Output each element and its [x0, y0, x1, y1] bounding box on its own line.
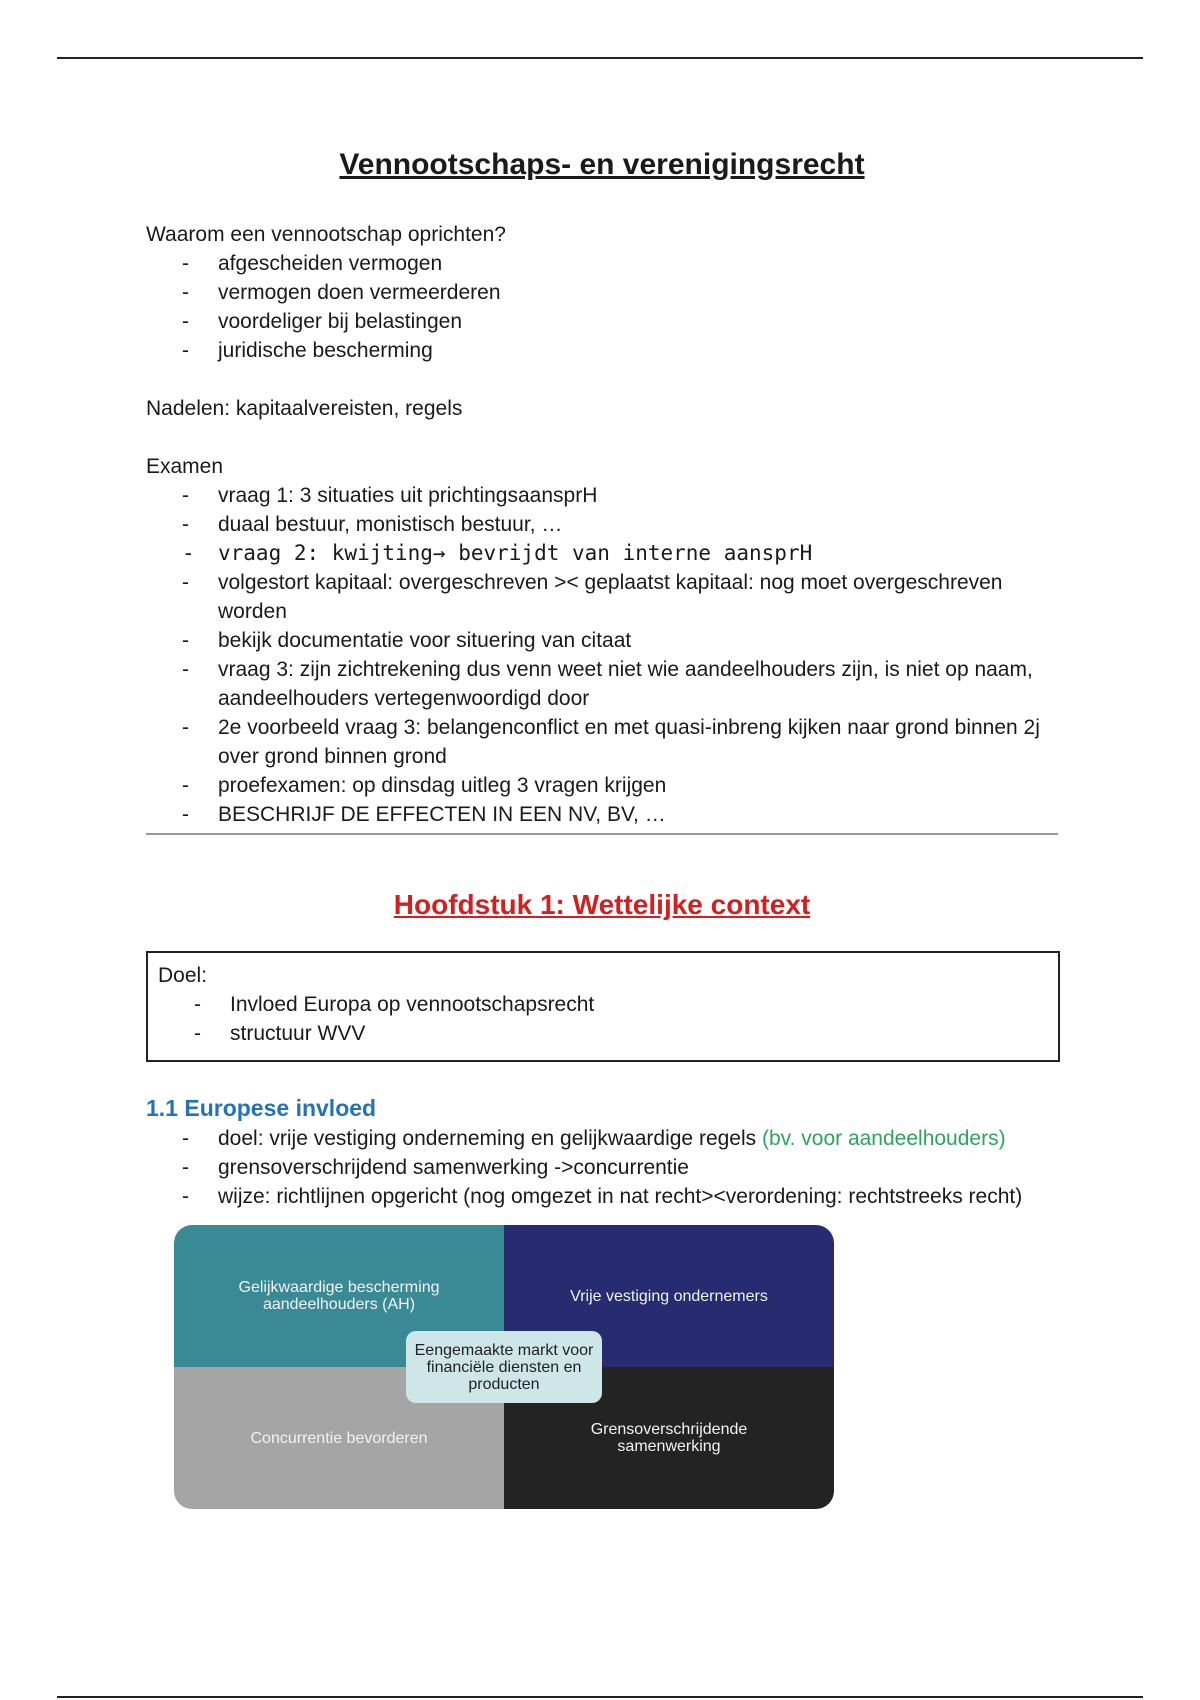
eu-influence-diagram [174, 1225, 834, 1509]
document-title: Vennootschaps- en verenigingsrecht [339, 148, 865, 181]
list-item: - BESCHRIJF DE EFFECTEN IN EEN NV, BV, … [218, 800, 1058, 829]
list-item: - juridische bescherming [218, 336, 1058, 365]
list-item: - wijze: richtlijnen opgericht (nog omgezet in nat recht><verordening: rechtstreeks recht) [218, 1182, 1058, 1211]
list-item: - Invloed Europa op vennootschapsrecht [230, 990, 1048, 1019]
quadrant-label: Grensoverschrijdende samenwerking [590, 1421, 748, 1455]
drawbacks-line: Nadelen: kapitaalvereisten, regels [146, 397, 463, 420]
list-item: - volgestort kapitaal: overgeschreven >< geplaatst kapitaal: nog moet overgeschreven worden [218, 568, 1058, 626]
section-divider [146, 833, 1058, 835]
list-item: - duaal bestuur, monistisch bestuur, … [218, 510, 1058, 539]
quadrant-label: Concurrentie bevorderen [250, 1429, 428, 1447]
document-body [146, 140, 1058, 1509]
list-item: - structuur WVV [230, 1019, 1048, 1048]
list-item: - grensoverschrijdend samenwerking ->concurrentie [218, 1153, 1058, 1182]
list-item: - voordeliger bij belastingen [218, 307, 1058, 336]
exam-heading: Examen [146, 455, 224, 478]
footer-rule [57, 1696, 1143, 1698]
header-rule [57, 57, 1143, 59]
section-heading: 1.1 Europese invloed [146, 1095, 377, 1121]
list-item: - vraag 3: zijn zichtrekening dus venn weet niet wie aandeelhouders zijn, is niet op naam, aandeelhouders vertegenwoordigd door [218, 655, 1058, 713]
list-item: - vraag 2: kwijting→ bevrijdt van interne aansprH [218, 539, 1058, 568]
why-list [146, 249, 1058, 365]
item-text: doel: vrije vestiging onderneming en gelijkwaardige regels [218, 1127, 762, 1150]
goal-list [158, 990, 1048, 1048]
list-item: - afgescheiden vermogen [218, 249, 1058, 278]
quadrant-label: Vrije vestiging ondernemers [570, 1287, 768, 1305]
chapter-title: Hoofdstuk 1: Wettelijke context [393, 889, 811, 920]
item-note: (bv. voor aandeelhouders) [761, 1127, 1006, 1150]
list-item: - vermogen doen vermeerderen [218, 278, 1058, 307]
diagram-center-label: Eengemaakte markt voor financiële diensten en producten [406, 1331, 602, 1403]
list-item: - 2e voorbeeld vraag 3: belangenconflict en met quasi-inbreng kijken naar grond binnen 2j over grond binnen grond [218, 713, 1058, 771]
list-item: - proefexamen: op dinsdag uitleg 3 vragen krijgen [218, 771, 1058, 800]
goal-box [146, 951, 1060, 1062]
list-item: - bekijk documentatie voor situering van citaat [218, 626, 1058, 655]
list-item [218, 1124, 1058, 1153]
section-list [146, 1124, 1058, 1211]
quadrant-label: Gelijkwaardige bescherming aandeelhouders (AH) [238, 1279, 440, 1313]
exam-list [146, 481, 1058, 829]
why-question: Waarom een vennootschap oprichten? [146, 223, 506, 246]
goal-label: Doel: [158, 964, 208, 987]
list-item: - vraag 1: 3 situaties uit prichtingsaansprH [218, 481, 1058, 510]
